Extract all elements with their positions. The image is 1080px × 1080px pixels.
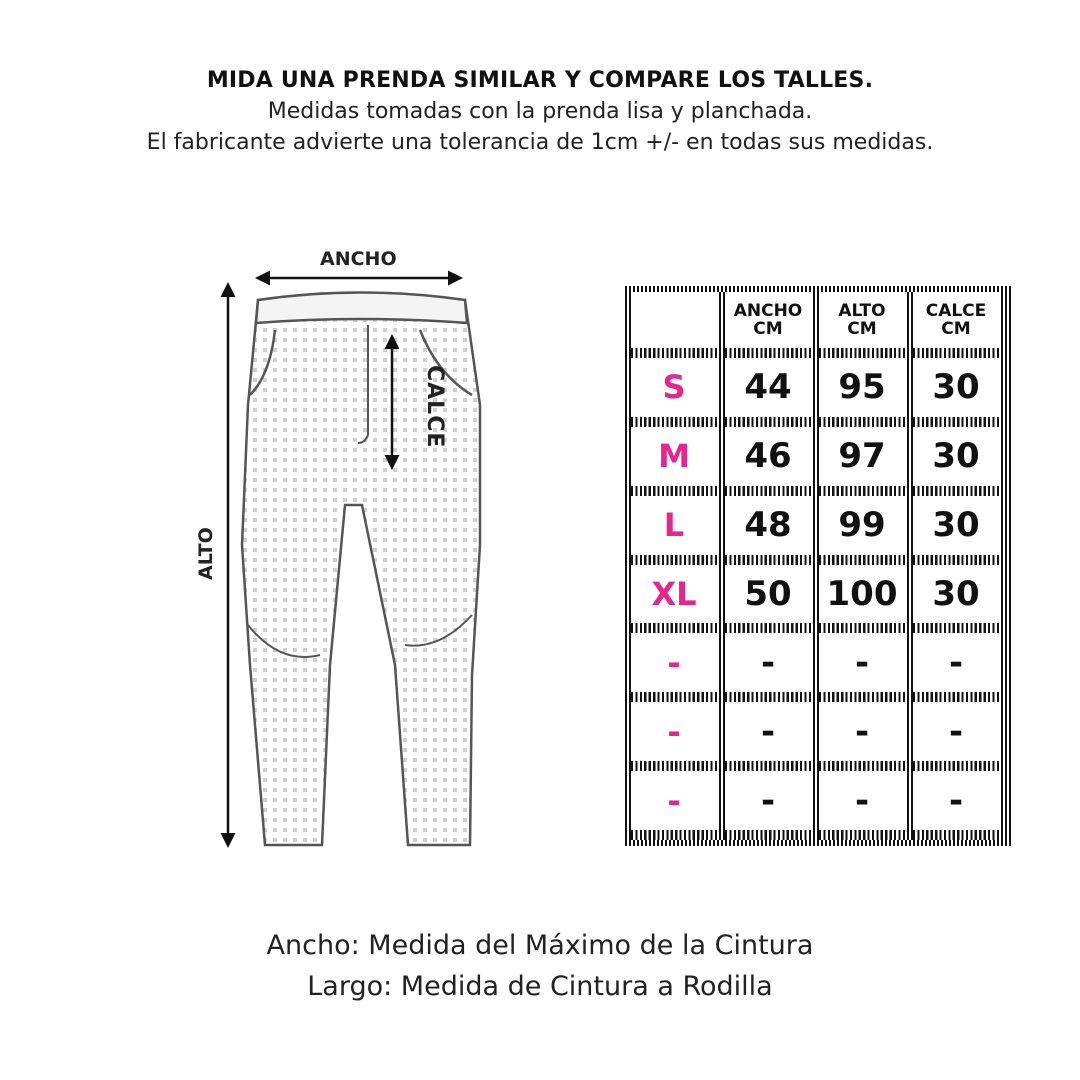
page-title: MIDA UNA PRENDA SIMILAR Y COMPARE LOS TALLES. xyxy=(206,68,874,93)
header-cell-calce: CALCE CM xyxy=(925,301,987,339)
calce-label: CALCE xyxy=(422,365,447,449)
table-row xyxy=(631,358,1007,427)
size-table-container xyxy=(625,286,1013,846)
ancho-cell: 46 xyxy=(744,436,792,477)
subtitle-line-2: El fabricante advierte una tolerancia de 1cm +/- en todas sus medidas. xyxy=(146,130,934,155)
calce-cell: 30 xyxy=(932,367,980,408)
ancho-cell: 50 xyxy=(744,573,792,614)
table-row xyxy=(631,771,1007,840)
calce-cell: - xyxy=(948,780,964,821)
footer-line-ancho: Ancho: Medida del Máximo de la Cintura xyxy=(266,930,814,961)
ancho-cell: - xyxy=(760,711,776,752)
table-header-row xyxy=(631,292,1007,358)
size-cell: - xyxy=(667,781,681,820)
ancho-label: ANCHO xyxy=(320,248,397,270)
table-row xyxy=(631,427,1007,496)
alto-cell: - xyxy=(854,780,870,821)
table-row xyxy=(631,496,1007,565)
table-row xyxy=(631,565,1007,634)
header xyxy=(0,68,1080,155)
table-row xyxy=(631,702,1007,771)
subtitle-line-1: Medidas tomadas con la prenda lisa y planchada. xyxy=(267,99,813,124)
footer-notes xyxy=(0,930,1080,1012)
size-cell: XL xyxy=(651,574,697,613)
alto-cell: 99 xyxy=(838,505,886,546)
ancho-cell: - xyxy=(760,780,776,821)
size-cell: L xyxy=(663,506,685,545)
calce-cell: 30 xyxy=(932,573,980,614)
header-cell-ancho: ANCHO CM xyxy=(733,301,803,339)
size-cell: M xyxy=(658,437,690,476)
size-cell: - xyxy=(667,712,681,751)
calce-cell: 30 xyxy=(932,505,980,546)
header-cell-size xyxy=(631,292,725,358)
calce-cell: - xyxy=(948,711,964,752)
size-table xyxy=(625,286,1013,846)
calce-cell: 30 xyxy=(932,436,980,477)
pants-illustration xyxy=(180,245,560,885)
alto-cell: 97 xyxy=(838,436,886,477)
table-row xyxy=(631,633,1007,702)
pants-diagram xyxy=(180,245,560,885)
alto-label: ALTO xyxy=(195,527,217,580)
alto-cell: - xyxy=(854,642,870,683)
footer-line-largo: Largo: Medida de Cintura a Rodilla xyxy=(307,971,773,1002)
ancho-cell: - xyxy=(760,642,776,683)
alto-cell: 95 xyxy=(838,367,886,408)
size-cell: - xyxy=(667,643,681,682)
waistband xyxy=(256,293,467,324)
size-cell: S xyxy=(662,368,686,407)
ancho-cell: 48 xyxy=(744,505,792,546)
alto-cell: 100 xyxy=(826,573,898,614)
ancho-cell: 44 xyxy=(744,367,792,408)
header-cell-alto: ALTO CM xyxy=(838,301,886,339)
alto-cell: - xyxy=(854,711,870,752)
calce-cell: - xyxy=(948,642,964,683)
